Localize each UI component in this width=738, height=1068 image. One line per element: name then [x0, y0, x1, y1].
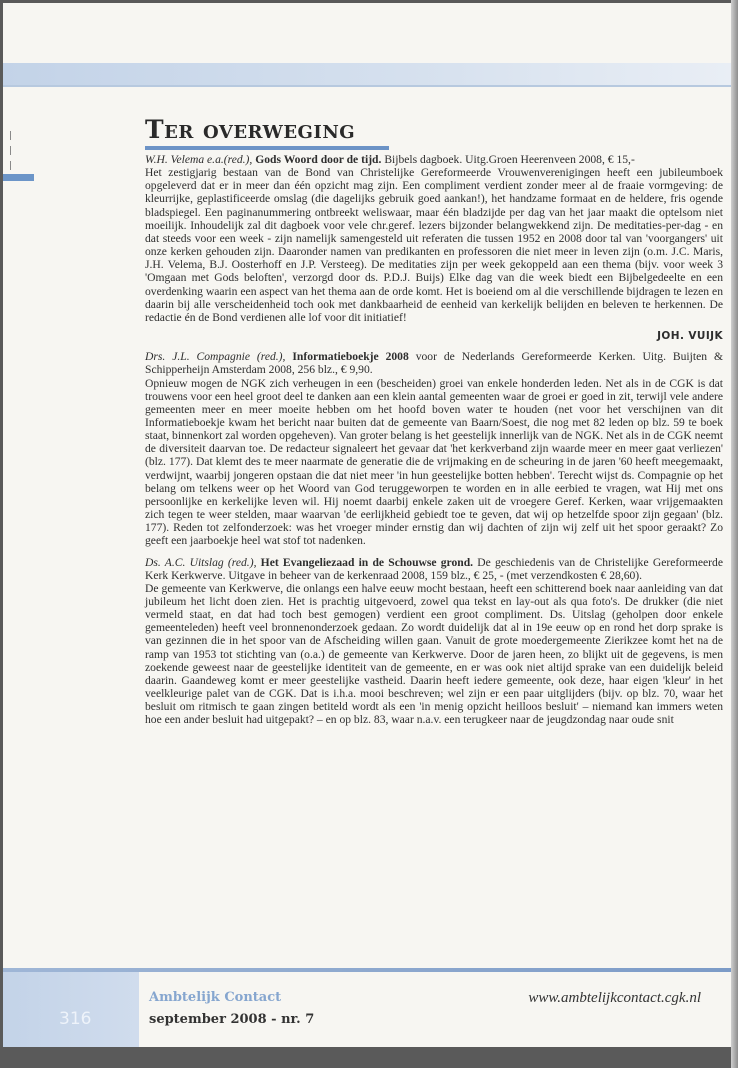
- top-color-band: [3, 63, 731, 85]
- top-band-divider: [3, 85, 731, 87]
- section-heading: Ter overweging: [145, 115, 356, 144]
- side-accent-tab: [3, 174, 34, 181]
- book-title: Informatieboekje 2008: [292, 350, 409, 364]
- review: [145, 350, 723, 555]
- margin-tick: [10, 161, 11, 170]
- page-number-box: [3, 972, 139, 1047]
- magazine-page: [3, 3, 731, 1047]
- margin-tick: [10, 131, 11, 140]
- heading-underline: [145, 146, 389, 150]
- book-details: voor de Nederlands Gereformeerde Kerken. Uitg. Buijten & Schipperheijn Amsterdam 2008, 256 blz., € 9,90.: [145, 350, 723, 377]
- review-body: De gemeente van Kerkwerve, die onlangs een halve eeuw mocht bestaan, heeft een schitterend boek naar aanleiding van dat jubileum het licht doen zien. Het is prachtig uitgevoerd, zowel qua tekst en lay-out als qua foto's. De drukker (die niet vermeld staat, en dat had toch best gemogen) verdient een groot compliment. Ds. Uitslag (geholpen door enkele gemeenteleden) heeft veel bronnenonderzoek gedaan. Zo wordt duidelijk dat al in 19e eeuw op en rond het dorp sprake is van gezinnen die in het spoor van de Afscheiding willen gaan. Vanuit de grote moedergemeente Zierikzee komt het na de ramp van 1953 tot stichting van (o.a.) de gemeente van Kerkwerve. Door de jaren heen, zo blijkt uit de gegevens, is men zoekende geweest naar de geestelijke identiteit van de gemeente, en er was ook niet altijd sprake van een duidelijk beleid daarin. Gaandeweg komt er meer geestelijke vastheid. Daarin heeft iedere gemeente, ook deze, haar eigen 'kleur' in het veelkleurige palet van de CGK. Dat is i.h.a. mooi beschreven; wel zijn er een paar uitglijders (bijv. op blz. 70, waar het besluit om ritmisch te gaan zingen betiteld wordt als een 'in menig opzicht heilloos besluit' – niemand kan immers weten hoe een ander besluit had uitgepakt? – en op blz. 83, waar n.a.v. een terugkeer naar de jeugdzondag naar oude snit: [145, 581, 723, 727]
- book-reference: [145, 153, 723, 166]
- reviewer-signature: JOH. VUIJK: [657, 330, 723, 343]
- page-number: 316: [59, 1009, 92, 1029]
- book-editors: W.H. Velema e.a.(red.),: [145, 153, 253, 166]
- book-details: De geschiedenis van de Christelijke Gereformeerde Kerk Kerkwerve. Uitgave in beheer van de kerkenraad 2008, 159 blz., € 25, - (met verzendkosten € 28,60).: [145, 555, 723, 582]
- book-editors: Drs. J.L. Compagnie (red.),: [145, 350, 286, 364]
- scan-edge: [731, 0, 738, 1068]
- review-body: Opnieuw mogen de NGK zich verheugen in een (bescheiden) groei van enkele honderden leden. Net als in de CGK is dat trouwens voor een heel groot deel te danken aan een klein aantal gemeenten waar de groei er goed in zit, terwijl vele andere gemeenten meer en meer moeite hebben om het hoofd boven water te houden (net voor het verschijnen van dit Informatieboekje kwam het bericht naar buiten dat de gemeente van Baarn/Soest, die nog met 82 leden op blz. 59 te boek staat, binnenkort zal worden opgeheven). Van groter belang is het geestelijk innerlijk van de NGK. Net als in de CGK neemt de diversiteit daarvan toe. De redacteur signaleert het gevaar dat 'het kerkverband zijn waarde meer en meer gaat verliezen' (blz. 177). Dat klemt des te meer naarmate de generatie die de vrijmaking en de scheuring in de jaren '60 heeft meegemaakt, verdwijnt, waarbij jongeren opstaan die dat niet meer 'in hun geestelijke botten hebben'. Terecht wijst ds. Compagnie op het belang om telkens weer op het Woord van God teruggeworpen te worden en in alle eerbied te vragen, wat Hij met ons persoonlijke en kerkelijke leven wil. Hij noemt daarbij enkele zaken uit de vroegere Geref. Kerken, waar vrijgemaakten zich tegen te weer stelden, maar waarvan 'de eerlijkheid gebiedt toe te geven, dat wij op hetzelfde spoor zijn gegaan' (blz. 177). Reden tot zelfonderzoek: was het vroeger minder ernstig dan wij dachten of zijn wij zelf uit het spoor geraakt? Zo geeft een jaarboekje heel wat stof tot nadenken.: [145, 376, 723, 548]
- book-title: Gods Woord door de tijd.: [255, 153, 382, 166]
- review: [145, 153, 723, 343]
- book-title: Het Evangeliezaad in de Schouwse grond.: [260, 555, 474, 569]
- website-url: www.ambtelijkcontact.cgk.nl: [528, 990, 701, 1006]
- review: [145, 556, 723, 727]
- book-editors: Ds. A.C. Uitslag (red.),: [145, 555, 257, 569]
- article-content: [145, 153, 723, 727]
- publication-name: Ambtelijk Contact: [149, 990, 282, 1005]
- book-reference: [145, 350, 723, 376]
- margin-tick: [10, 146, 11, 155]
- book-details: Bijbels dagboek. Uitg.Groen Heerenveen 2008, € 15,-: [384, 153, 635, 166]
- review-body: Het zestigjarig bestaan van de Bond van Christelijke Gereformeerde Vrouwenverenigingen heeft een jubileumboek opgeleverd dat er in meer dan één opzicht mag zijn. Een compliment verdient zonder meer al de fraaie vormgeving: de kleurrijke, geplastificeerde omslag (die dagelijks gebruik goed aankan!), het handzame formaat en de heldere, fris ogende bladspiegel. Een paginanummering ontbreekt weliswaar, maar één bladzijde per dag van het jaar maakt die optelsom niet moeilijk. Inhoudelijk zal dit dagboek voor vele chr.geref. lezers bijzonder belangwekkend zijn. De meditaties-per-dag - en dat steeds voor een week - zijn namelijk samengesteld uit referaten die tussen 1952 en 2008 door tal van 'voorgangers' uit onze kerken gehouden zijn. Daaronder namen van predikanten en professoren die niet meer in leven zijn (o.m. J.C. Maris, J.H. Velema, B.J. Oosterhoff en J.P. Versteeg). De meditaties zijn per week gekoppeld aan een thema (bijv. voor week 3 'Omgaan met Gods beloften', verzorgd door ds. P.D.J. Buijs) Elke dag van die week biedt een Bijbelgedeelte en een overdenking waarin een aspect van het thema aan de orde komt. Het is boeiend om al die verschillende bijdragen te lezen en daarin bij alle verscheidenheid toch ook met dankbaarheid de eenheid van kerkelijk belijden en beleven te herkennen. De redactie én de Bond verdienen alle lof voor dit initiatief!: [145, 166, 723, 324]
- issue-label: september 2008 - nr. 7: [149, 1012, 315, 1027]
- book-reference: [145, 556, 723, 582]
